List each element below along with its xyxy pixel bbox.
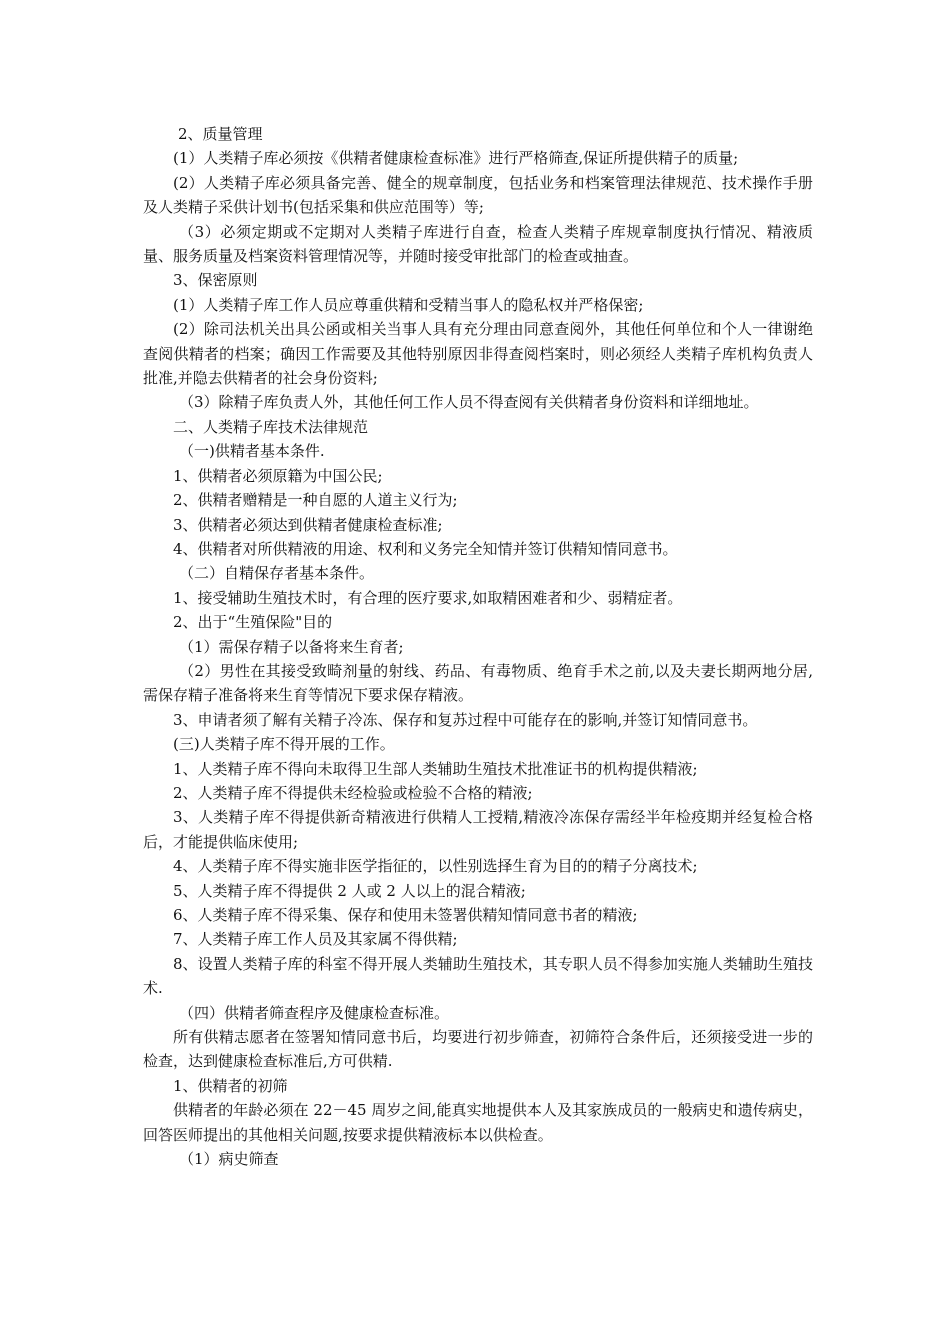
paragraph: 供精者的年龄必须在 22－45 周岁之间,能真实地提供本人及其家族成员的一般病史和遗传病史，回答医师提出的其他相关问题,按要求提供精液标本以供检查。 [143,1101,813,1144]
list-item: （1）需保存精子以备将来生育者; [179,637,404,656]
list-item: 2、人类精子库不得提供未经检验或检验不合格的精液; [173,783,533,802]
paragraph: （3）除精子库负责人外，其他任何工作人员不得查阅有关供精者身份资料和详细地址。 [179,393,759,412]
section-heading-technical-norms: 二、人类精子库技术法律规范 [173,417,369,436]
subsection-heading: 1、供精者的初筛 [173,1076,288,1095]
paragraph: 所有供精志愿者在签署知情同意书后，均要进行初步筛查，初筛符合条件后，还须接受进一步的检查，达到健康检查标准后,方可供精. [143,1028,813,1071]
list-item: 1、接受辅助生殖技术时，有合理的医疗要求,如取精困难者和少、弱精症者。 [173,588,683,607]
document-page [143,122,813,1171]
subsection-heading: （1）病史筛查 [179,1150,279,1169]
subsection-heading: （二）自精保存者基本条件。 [179,564,375,583]
paragraph: (2）人类精子库必须具备完善、健全的规章制度，包括业务和档案管理法律规范、技术操作手册及人类精子采供计划书(包括采集和供应范围等）等; [143,173,813,217]
list-item: 4、供精者对所供精液的用途、权利和义务完全知情并签订供精知情同意书。 [173,539,678,558]
paragraph: (1）人类精子库必须按《供精者健康检查标准》进行严格筛查,保证所提供精子的质量; [173,149,739,168]
list-item: 5、人类精子库不得提供 2 人或 2 人以上的混合精液; [173,881,526,900]
list-item: （2）男性在其接受致畸剂量的射线、药品、有毒物质、绝育手术之前,以及夫妻长期两地分居,需保存精子准备将来生育等情况下要求保存精液。 [143,661,813,705]
paragraph: (2）除司法机关出具公函或相关当事人具有充分理由同意查阅外，其他任何单位和个人一律谢绝查阅供精者的档案；确因工作需要及其他特别原因非得查阅档案时，则必须经人类精子库机构负责人批准,并隐去供精者的社会身份资料; [143,320,813,388]
list-item: 2、出于“生殖保险"目的 [173,613,333,632]
list-item: 2、供精者赠精是一种自愿的人道主义行为; [173,491,458,510]
subsection-heading: （四）供精者筛查程序及健康检查标准。 [179,1003,450,1022]
paragraph: (1）人类精子库工作人员应尊重供精和受精当事人的隐私权并严格保密; [173,295,644,314]
list-item: 1、人类精子库不得向未取得卫生部人类辅助生殖技术批准证书的机构提供精液; [173,759,698,778]
list-item: 3、人类精子库不得提供新奇精液进行供精人工授精,精液冷冻保存需经半年检疫期并经复检合格后，才能提供临床使用; [143,808,813,851]
subsection-heading: （一)供精者基本条件. [179,442,325,461]
section-heading-confidentiality: 3、保密原则 [173,271,258,290]
list-item: 1、供精者必须原籍为中国公民; [173,466,383,485]
list-item: 4、人类精子库不得实施非医学指征的，以性别选择生育为目的的精子分离技术; [173,857,698,876]
section-heading-quality: 2、质量管理 [178,125,263,143]
list-item: 7、人类精子库工作人员及其家属不得供精; [173,930,458,949]
list-item: 6、人类精子库不得采集、保存和使用未签署供精知情同意书者的精液; [173,906,638,924]
list-item: 3、供精者必须达到供精者健康检查标准; [173,515,443,534]
paragraph: （3）必须定期或不定期对人类精子库进行自查，检查人类精子库规章制度执行情况、精液质量、服务质量及档案资料管理情况等，并随时接受审批部门的检查或抽查。 [143,222,813,266]
list-item: 3、申请者须了解有关精子冷冻、保存和复苏过程中可能存在的影响,并签订知情同意书。 [173,710,758,729]
subsection-heading: (三)人类精子库不得开展的工作。 [173,735,395,754]
list-item: 8、设置人类精子库的科室不得开展人类辅助生殖技术，其专职人员不得参加实施人类辅助生殖技术. [143,954,813,998]
